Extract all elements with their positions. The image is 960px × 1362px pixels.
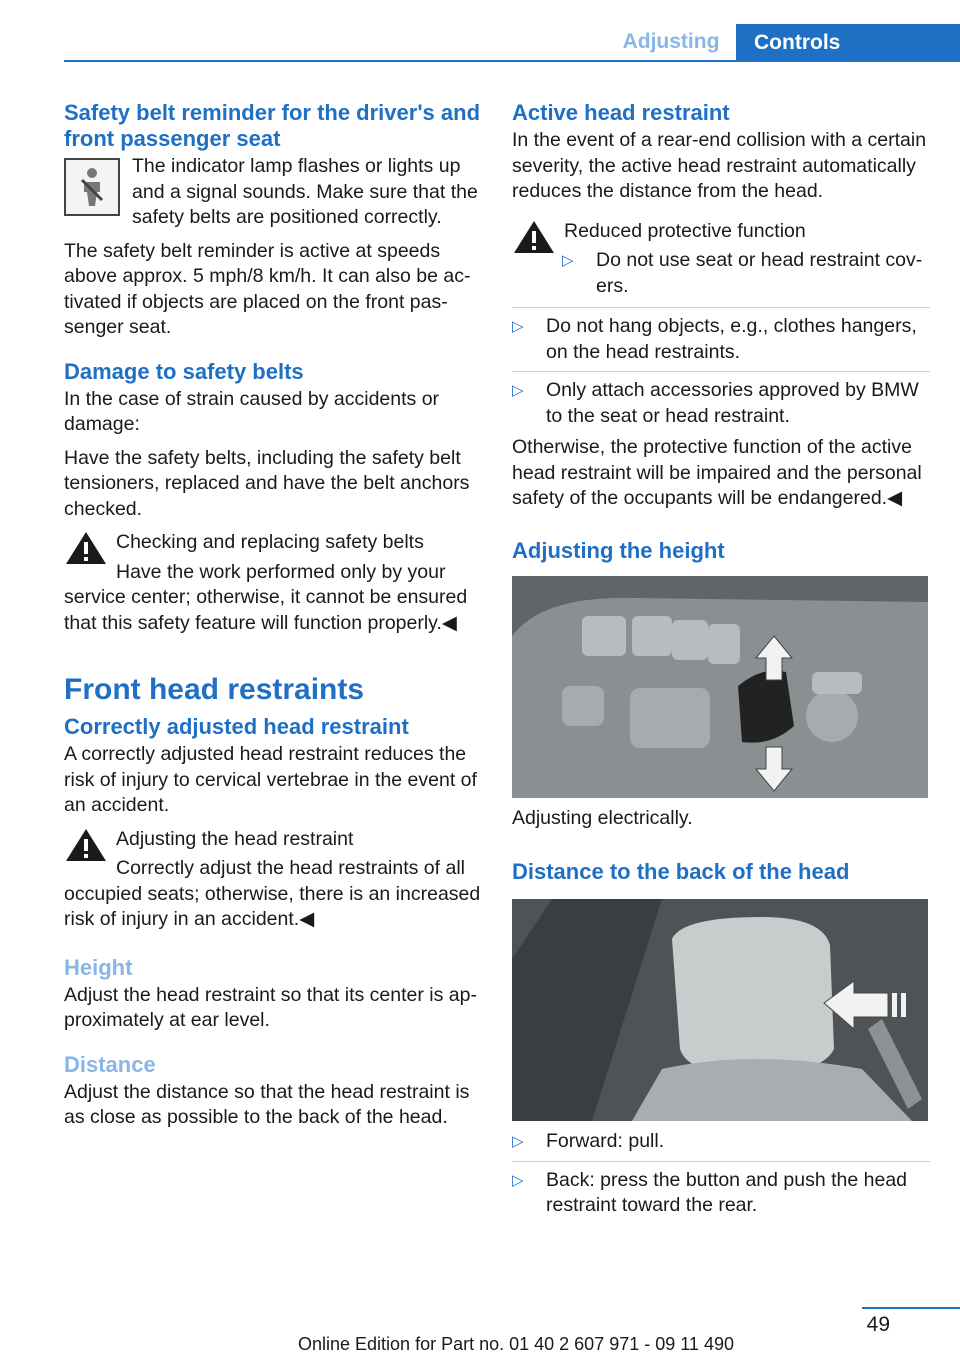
damage-heading: Damage to safety belts (64, 358, 304, 384)
correct-warning-title: Adjusting the head restraint (116, 827, 354, 850)
damage-text-1: In the case of strain caused by accidents or damage: (64, 387, 440, 435)
belt-reminder-note (64, 154, 482, 231)
distance-back-heading: Distance to the back of the head (512, 859, 850, 884)
damage-warning-text: Have the work performed only by your service center; otherwise, it cannot be ensured that this safety feature will function properly.◀ (64, 560, 468, 634)
bullet-hang-objects: ▷ Do not hang objects, e.g., clothes hangers, on the head restraints. (512, 314, 930, 365)
bullet-forward: ▷ Forward: pull. (512, 1129, 930, 1155)
correct-restraint-warning (64, 827, 482, 933)
left-column (64, 100, 482, 1139)
active-restraint-warning (512, 219, 930, 300)
belt-reminder-speed: The safety belt reminder is active at speeds above approx. 5 mph/8 km/h. It can also be activated if objects are placed on the front passenger seat. (64, 239, 471, 338)
correct-restraint-text: A correctly adjusted head restraint reduces the risk of injury to cervical vertebrae in the event of an accident. (64, 743, 477, 816)
height-caption: Adjusting electrically. (512, 806, 693, 829)
header-rule (64, 60, 960, 62)
height-text: Adjust the head restraint so that its center is approximately at ear level. (64, 983, 477, 1031)
warning-icon (64, 530, 108, 566)
page-number: 49 (866, 1313, 890, 1336)
distance-text: Adjust the distance so that the head restraint is as close as possible to the back of the head. (64, 1080, 470, 1128)
correct-restraint-heading: Correctly adjusted head restraint (64, 714, 409, 739)
damage-warning (64, 530, 482, 636)
active-warning-bullet: ▷ Do not use seat or head restraint covers. (512, 248, 930, 299)
footer-rule (862, 1307, 960, 1309)
belt-reminder-heading: Safety belt reminder for the driver's and front passenger seat (64, 100, 481, 151)
bullet-back: ▷ Back: press the button and push the head restraint toward the rear. (512, 1168, 930, 1219)
online-edition-note: Online Edition for Part no. 01 40 2 607 971 - 09 11 490 (298, 1334, 734, 1354)
active-restraint-text: In the event of a rear-end collision with a certain severity, the active head restraint automatically reduces the distance from the head. (512, 129, 927, 202)
active-warning-title: Reduced protective function (564, 219, 806, 242)
right-column (512, 100, 930, 1225)
distance-heading: Distance (64, 1051, 156, 1077)
warning-icon (64, 827, 108, 863)
active-bullets (512, 307, 930, 429)
active-restraint-consequence: Otherwise, the protective function of the active head restraint will be impaired and the personal safety of the occupants will be endangered.◀ (512, 436, 922, 509)
seatbelt-icon (64, 158, 120, 216)
front-head-restraints-heading: Front head restraints (64, 673, 365, 706)
belt-reminder-text: The indicator lamp flashes or lights up and a signal sounds. Make sure that the safety belts are positioned correctly. (132, 155, 478, 228)
head-restraint-photo (512, 899, 928, 1121)
header-chapter-tab: Controls (736, 24, 960, 62)
damage-warning-title: Checking and replacing safety belts (116, 531, 424, 553)
correct-warning-text: Correctly adjust the head restraints of all occupied seats; otherwise, there is an increased risk of injury in an accident.◀ (64, 857, 481, 930)
adjusting-height-heading: Adjusting the height (512, 537, 725, 563)
height-heading: Height (64, 954, 133, 980)
bullet-accessories: ▷ Only attach accessories approved by BMW to the seat or head restraint. (512, 378, 930, 429)
damage-text-2: Have the safety belts, including the safety belt tensioners, replaced and have the belt anchors checked. (64, 446, 470, 520)
seat-controls-photo (512, 576, 928, 798)
header-section: Adjusting (622, 30, 720, 53)
active-restraint-heading: Active head restraint (512, 100, 730, 125)
